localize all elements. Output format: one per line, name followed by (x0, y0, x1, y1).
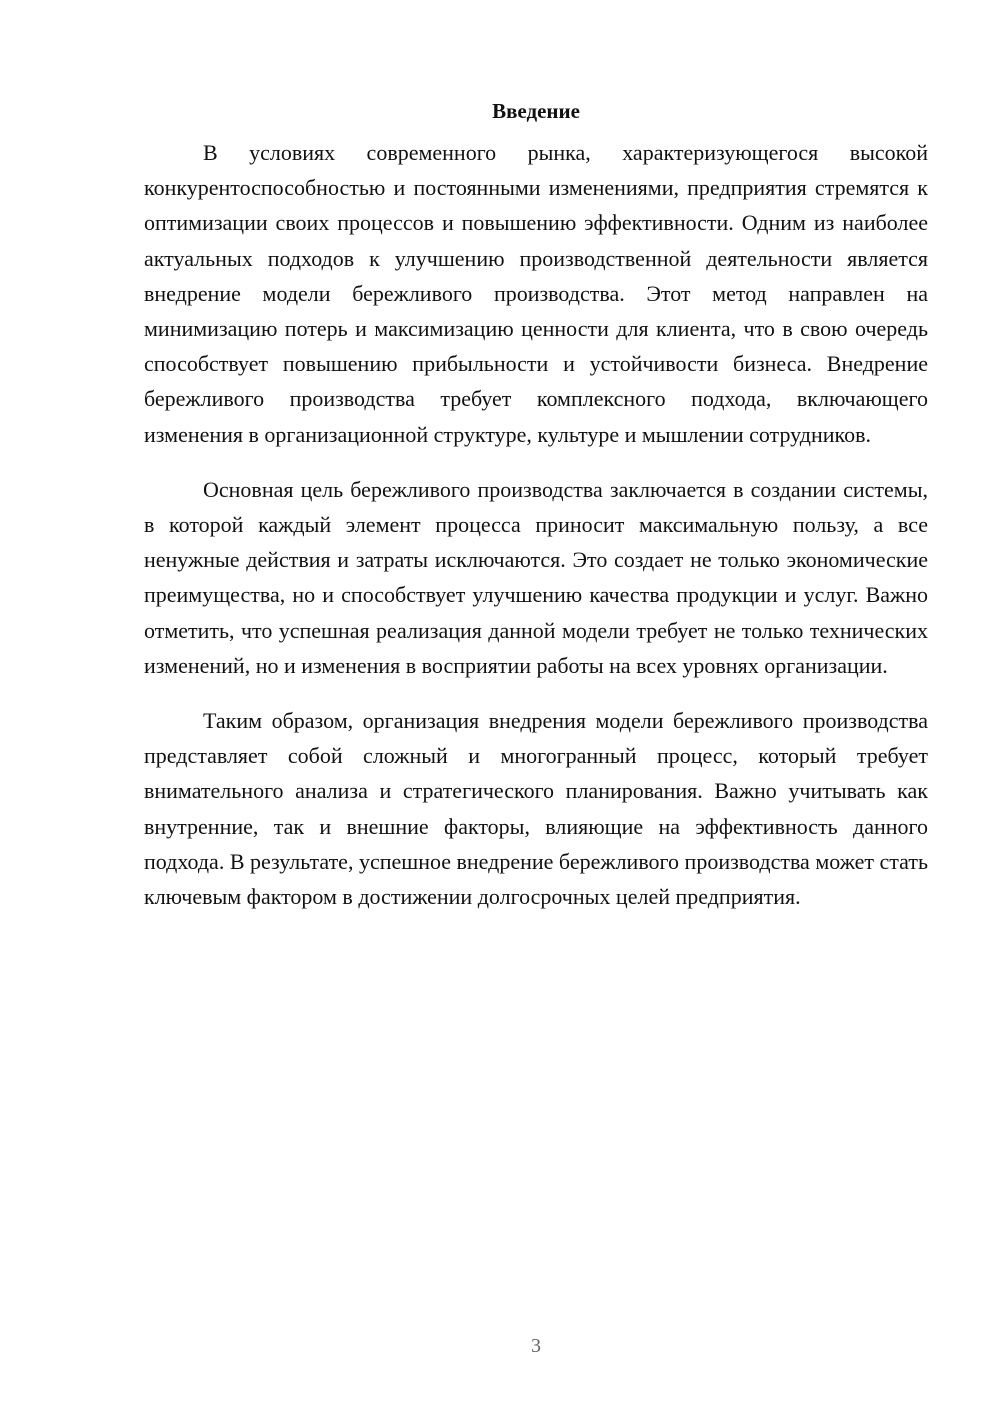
paragraph-2: Основная цель бережливого производства заключается в создании системы, в которой каждый элемент процесса приносит максимальную пользу, а все ненужные действия и затраты исключаются. Это создает не только экономические преимущества, но и способствует улучшению качества продукции и услуг. Важно отметить, что успешная реализация данной модели требует не только технических изменений, но и изменения в восприятии работы на всех уровнях организации. (144, 476, 928, 678)
paragraph-3: Таким образом, организация внедрения модели бережливого производства представляет собой сложный и многогранный процесс, который требует внимательного анализа и стратегического планирования. Важно учитывать как внутренние, так и внешние факторы, влияющие на эффективность данного подхода. В результате, успешное внедрение бережливого производства может стать ключевым фактором в достижении долгосрочных целей предприятия. (144, 708, 928, 910)
document-body (144, 94, 928, 934)
page-number: 3 (531, 1335, 541, 1357)
paragraph-1: В условиях современного рынка, характеризующегося высокой конкурентоспособностью и постоянными изменениями, предприятия стремятся к оптимизации своих процессов и повышению эффективности. Одним из наиболее актуальных подходов к улучшению производственной деятельности является внедрение модели бережливого производства. Этот метод направлен на минимизацию потерь и максимизацию ценности для клиента, что в свою очередь способствует повышению прибыльности и устойчивости бизнеса. Внедрение бережливого производства требует комплексного подхода, включающего изменения в организационной структуре, культуре и мышлении сотрудников. (144, 140, 928, 447)
section-title: Введение (492, 99, 580, 123)
